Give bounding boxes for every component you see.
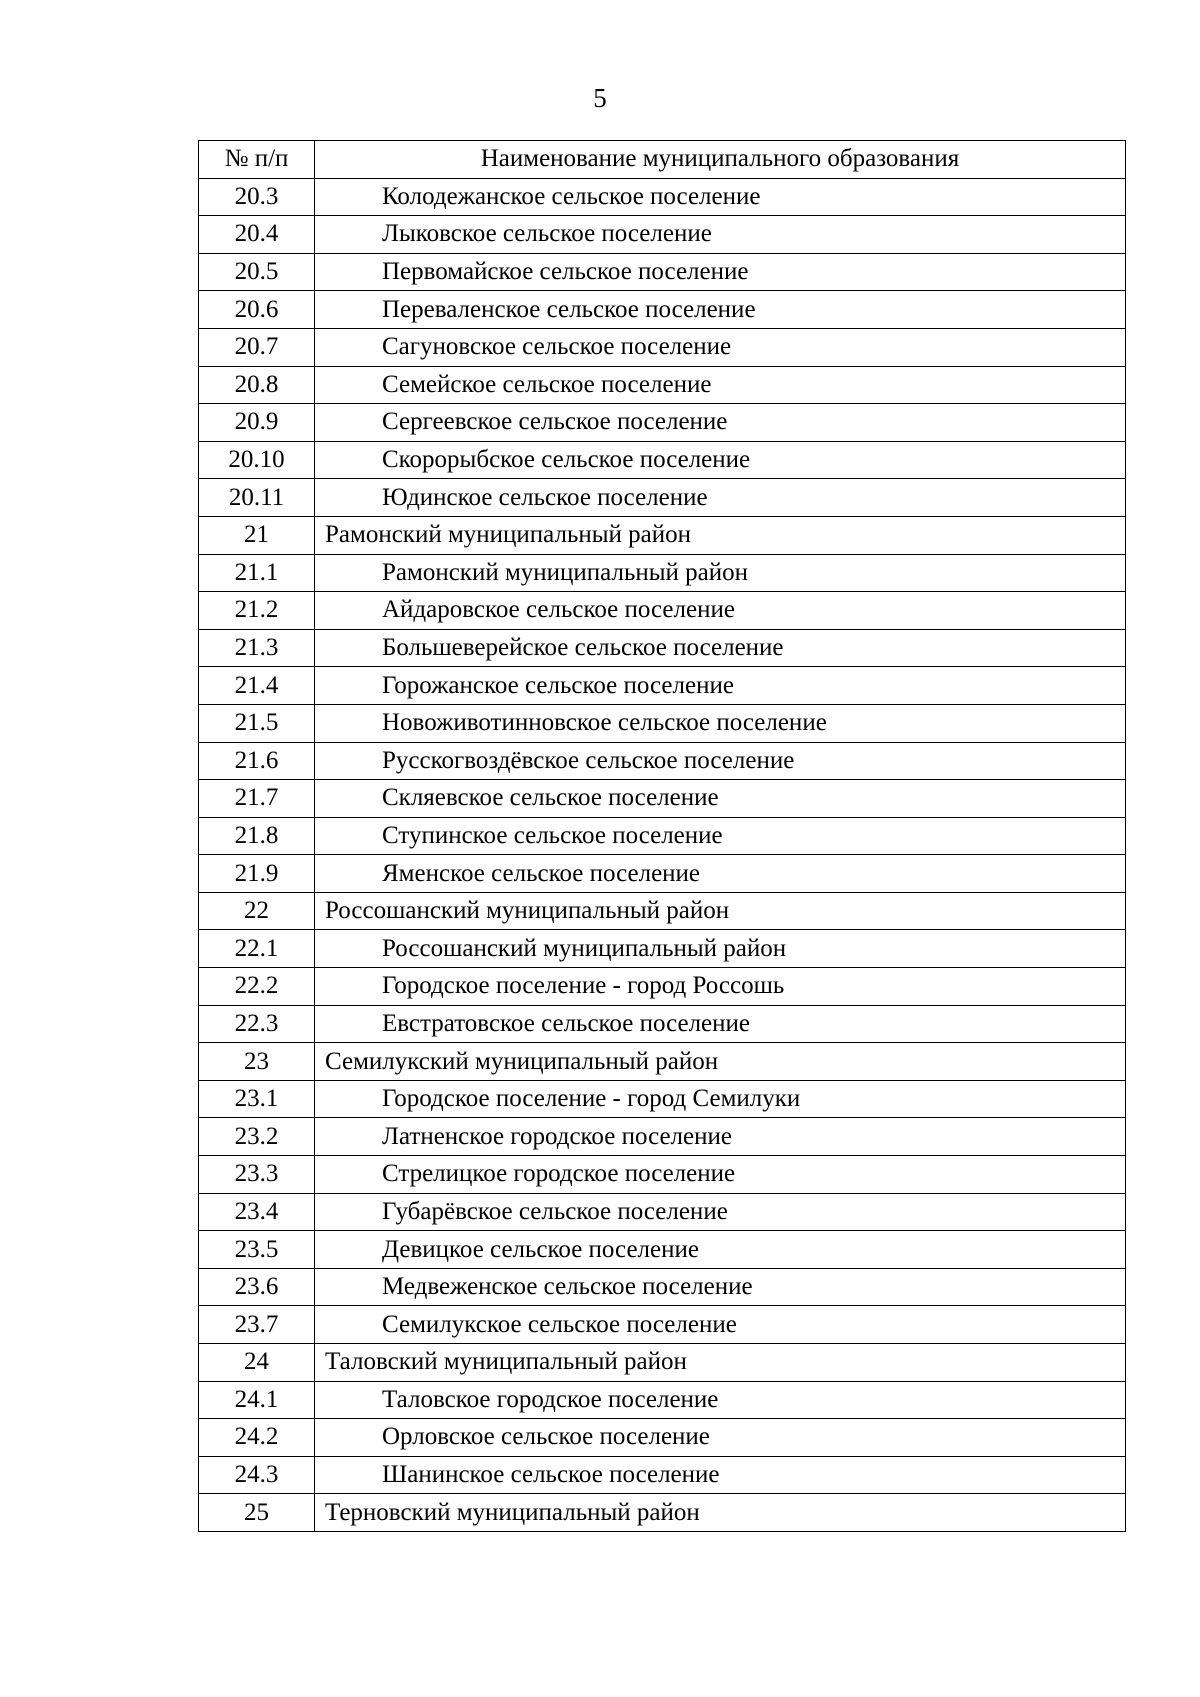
row-number: 21.8: [199, 817, 315, 855]
settlement-name: Переваленское сельское поселение: [315, 291, 1126, 329]
row-number: 22.3: [199, 1005, 315, 1043]
row-number: 20.4: [199, 216, 315, 254]
row-number: 24.1: [199, 1381, 315, 1419]
row-number: 21.3: [199, 629, 315, 667]
row-number: 20.6: [199, 291, 315, 329]
table-row: [199, 253, 1126, 291]
table-row: [199, 1231, 1126, 1269]
settlement-name: Лыковское сельское поселение: [315, 216, 1126, 254]
table-row: [199, 1419, 1126, 1457]
row-number: 24.3: [199, 1456, 315, 1494]
row-number: 21.7: [199, 780, 315, 818]
table-row: [199, 704, 1126, 742]
row-number: 22.2: [199, 968, 315, 1006]
row-number: 21.1: [199, 554, 315, 592]
municipality-table: [198, 140, 1126, 1532]
table-row: [199, 479, 1126, 517]
settlement-name: Колодежанское сельское поселение: [315, 178, 1126, 216]
header-name: Наименование муниципального образования: [315, 141, 1126, 179]
row-number: 20.9: [199, 404, 315, 442]
row-number: 23.6: [199, 1268, 315, 1306]
district-name: Россошанский муниципальный район: [315, 892, 1126, 930]
settlement-name: Новоживотинновское сельское поселение: [315, 704, 1126, 742]
page-number: 5: [593, 83, 607, 113]
row-number: 23.3: [199, 1156, 315, 1194]
settlement-name: Яменское сельское поселение: [315, 855, 1126, 893]
table-row: [199, 404, 1126, 442]
row-number: 21.9: [199, 855, 315, 893]
settlement-name: Большеверейское сельское поселение: [315, 629, 1126, 667]
header-row: [199, 141, 1126, 179]
table-row: [199, 1156, 1126, 1194]
table-row: [199, 742, 1126, 780]
table-row: [199, 1193, 1126, 1231]
table-row: [199, 592, 1126, 630]
settlement-name: Шанинское сельское поселение: [315, 1456, 1126, 1494]
row-number: 23.4: [199, 1193, 315, 1231]
row-number: 20.7: [199, 328, 315, 366]
table-row: [199, 178, 1126, 216]
row-number: 24.2: [199, 1419, 315, 1457]
table-row: [199, 328, 1126, 366]
table-row: [199, 516, 1126, 554]
settlement-name: Евстратовское сельское поселение: [315, 1005, 1126, 1043]
header-number: № п/п: [199, 141, 315, 179]
row-number: 24: [199, 1344, 315, 1382]
row-number: 23.7: [199, 1306, 315, 1344]
settlement-name: Россошанский муниципальный район: [315, 930, 1126, 968]
row-number: 20.3: [199, 178, 315, 216]
table-row: [199, 1306, 1126, 1344]
settlement-name: Орловское сельское поселение: [315, 1419, 1126, 1457]
table-row: [199, 1080, 1126, 1118]
table-row: [199, 441, 1126, 479]
row-number: 20.8: [199, 366, 315, 404]
row-number: 23.1: [199, 1080, 315, 1118]
table-row: [199, 855, 1126, 893]
table-row: [199, 1494, 1126, 1532]
district-name: Терновский муниципальный район: [315, 1494, 1126, 1532]
settlement-name: Сергеевское сельское поселение: [315, 404, 1126, 442]
table-row: [199, 667, 1126, 705]
row-number: 20.11: [199, 479, 315, 517]
table-row: [199, 1043, 1126, 1081]
settlement-name: Таловское городское поселение: [315, 1381, 1126, 1419]
row-number: 21: [199, 516, 315, 554]
settlement-name: Городское поселение - город Семилуки: [315, 1080, 1126, 1118]
table-row: [199, 780, 1126, 818]
table-row: [199, 817, 1126, 855]
settlement-name: Юдинское сельское поселение: [315, 479, 1126, 517]
district-name: Рамонский муниципальный район: [315, 516, 1126, 554]
table-row: [199, 1381, 1126, 1419]
settlement-name: Первомайское сельское поселение: [315, 253, 1126, 291]
row-number: 23.2: [199, 1118, 315, 1156]
row-number: 20.10: [199, 441, 315, 479]
settlement-name: Сагуновское сельское поселение: [315, 328, 1126, 366]
table-row: [199, 1456, 1126, 1494]
table-row: [199, 629, 1126, 667]
table-row: [199, 1344, 1126, 1382]
settlement-name: Медвеженское сельское поселение: [315, 1268, 1126, 1306]
settlement-name: Семейское сельское поселение: [315, 366, 1126, 404]
row-number: 23.5: [199, 1231, 315, 1269]
table-header: [199, 141, 1126, 179]
settlement-name: Девицкое сельское поселение: [315, 1231, 1126, 1269]
table-row: [199, 892, 1126, 930]
district-name: Семилукский муниципальный район: [315, 1043, 1126, 1081]
row-number: 22: [199, 892, 315, 930]
row-number: 20.5: [199, 253, 315, 291]
settlement-name: Скляевское сельское поселение: [315, 780, 1126, 818]
table-row: [199, 216, 1126, 254]
row-number: 21.6: [199, 742, 315, 780]
table-row: [199, 1005, 1126, 1043]
row-number: 21.4: [199, 667, 315, 705]
settlement-name: Стрелицкое городское поселение: [315, 1156, 1126, 1194]
table-row: [199, 968, 1126, 1006]
table-row: [199, 1118, 1126, 1156]
settlement-name: Айдаровское сельское поселение: [315, 592, 1126, 630]
settlement-name: Русскогвоздёвское сельское поселение: [315, 742, 1126, 780]
table-body: [199, 178, 1126, 1531]
row-number: 23: [199, 1043, 315, 1081]
settlement-name: Латненское городское поселение: [315, 1118, 1126, 1156]
settlement-name: Ступинское сельское поселение: [315, 817, 1126, 855]
table-row: [199, 554, 1126, 592]
table-row: [199, 930, 1126, 968]
table-row: [199, 366, 1126, 404]
settlement-name: Горожанское сельское поселение: [315, 667, 1126, 705]
row-number: 22.1: [199, 930, 315, 968]
settlement-name: Губарёвское сельское поселение: [315, 1193, 1126, 1231]
settlement-name: Городское поселение - город Россошь: [315, 968, 1126, 1006]
table-row: [199, 1268, 1126, 1306]
district-name: Таловский муниципальный район: [315, 1344, 1126, 1382]
settlement-name: Скорорыбское сельское поселение: [315, 441, 1126, 479]
row-number: 21.5: [199, 704, 315, 742]
row-number: 21.2: [199, 592, 315, 630]
settlement-name: Рамонский муниципальный район: [315, 554, 1126, 592]
settlement-name: Семилукское сельское поселение: [315, 1306, 1126, 1344]
row-number: 25: [199, 1494, 315, 1532]
table-row: [199, 291, 1126, 329]
